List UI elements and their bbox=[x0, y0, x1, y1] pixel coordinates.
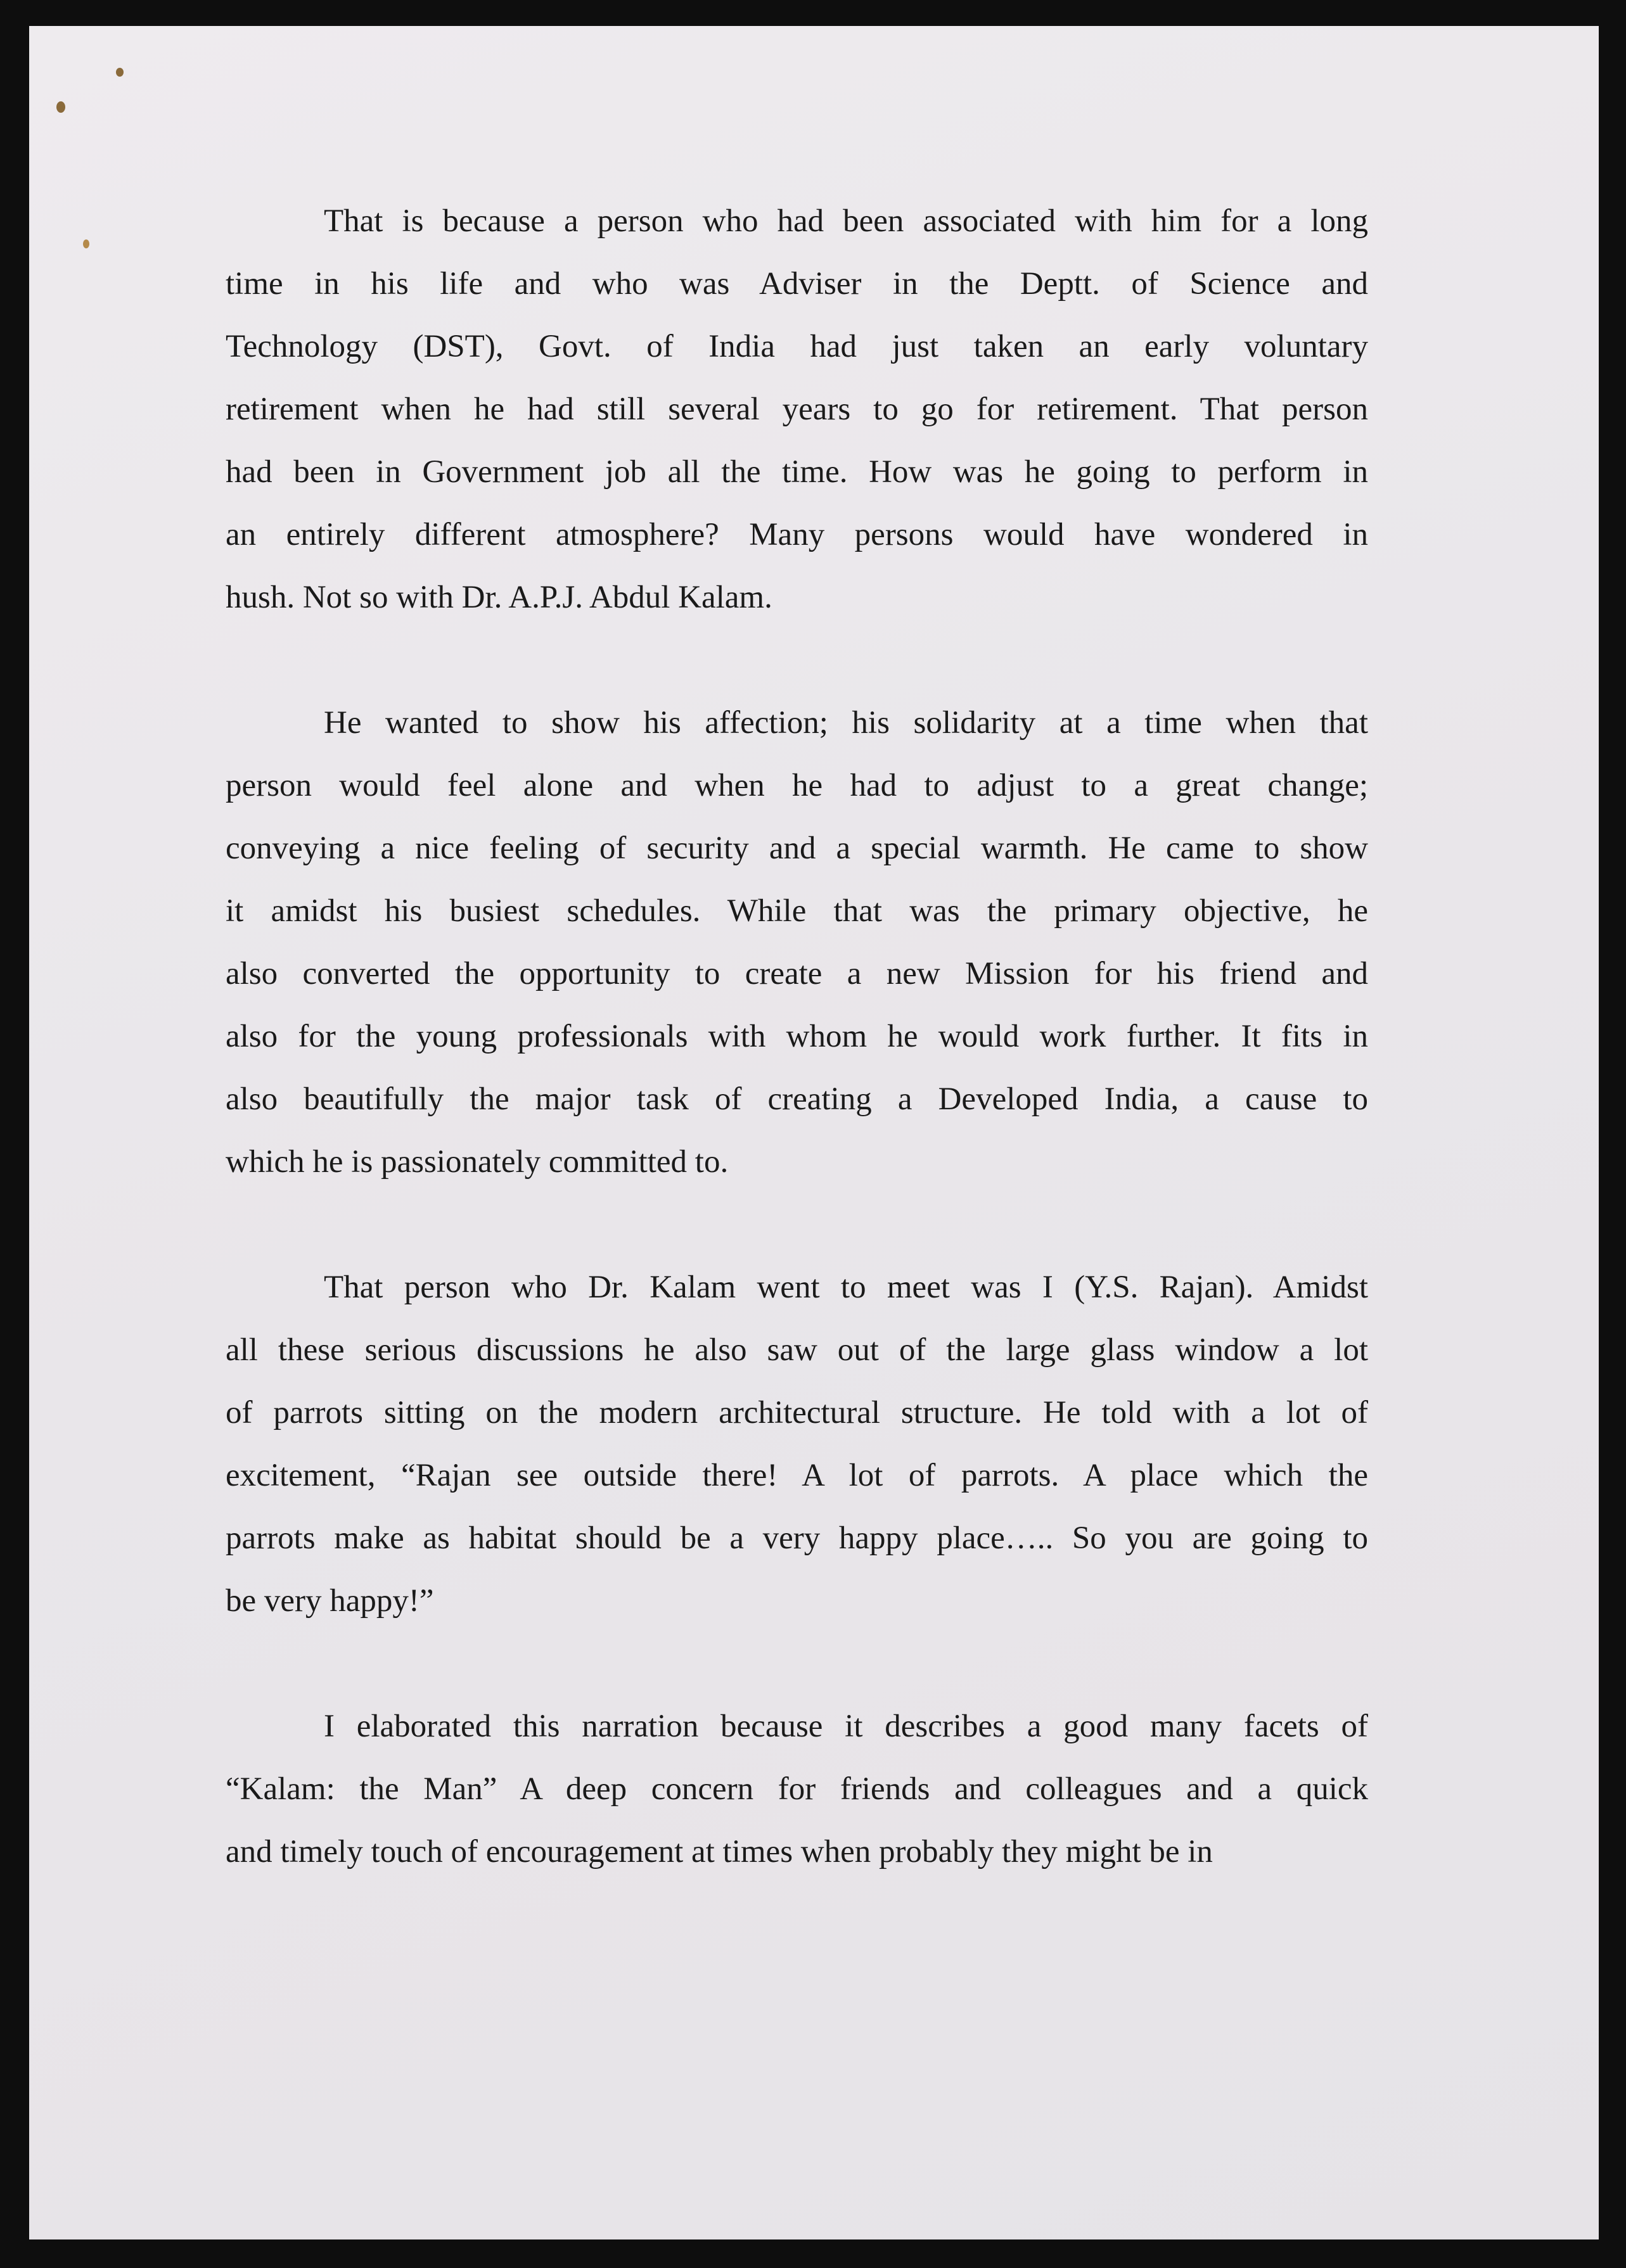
text-line: it amidst his busiest schedules. While that was the primary objective, he bbox=[226, 893, 1368, 929]
paper-spot bbox=[56, 101, 65, 113]
text-line: parrots make as habitat should be a very happy place….. So you are going to bbox=[226, 1520, 1368, 1556]
text-line: He wanted to show his affection; his solidarity at a time when that bbox=[324, 705, 1368, 741]
text-line: all these serious discussions he also saw out of the large glass window a lot bbox=[226, 1332, 1368, 1368]
paper-spot bbox=[116, 68, 124, 77]
text-line: also converted the opportunity to create a new Mission for his friend and bbox=[226, 956, 1368, 991]
text-line: That is because a person who had been associated with him for a long bbox=[324, 203, 1368, 239]
text-line: person would feel alone and when he had to adjust to a great change; bbox=[226, 768, 1368, 803]
text-line: an entirely different atmosphere? Many persons would have wondered in bbox=[226, 517, 1368, 552]
paper-spot bbox=[83, 239, 89, 248]
text-line: had been in Government job all the time. How was he going to perform in bbox=[226, 454, 1368, 490]
text-line: Technology (DST), Govt. of India had just taken an early voluntary bbox=[226, 329, 1368, 364]
text-line: time in his life and who was Adviser in the Deptt. of Science and bbox=[226, 266, 1368, 302]
paragraph bbox=[226, 692, 1368, 1194]
text-line: which he is passionately committed to. bbox=[226, 1144, 729, 1180]
paragraph bbox=[226, 1256, 1368, 1633]
text-line: of parrots sitting on the modern architectural structure. He told with a lot of bbox=[226, 1395, 1368, 1430]
text-line: I elaborated this narration because it describes a good many facets of bbox=[324, 1709, 1368, 1744]
text-line: hush. Not so with Dr. A.P.J. Abdul Kalam. bbox=[226, 580, 772, 615]
text-line: and timely touch of encouragement at times when probably they might be in bbox=[226, 1834, 1213, 1870]
text-line: conveying a nice feeling of security and a special warmth. He came to show bbox=[226, 831, 1368, 866]
text-line: That person who Dr. Kalam went to meet was I (Y.S. Rajan). Amidst bbox=[324, 1270, 1368, 1305]
text-line: excitement, “Rajan see outside there! A lot of parrots. A place which the bbox=[226, 1458, 1368, 1493]
paragraph bbox=[226, 1695, 1368, 1883]
text-line: “Kalam: the Man” A deep concern for friends and colleagues and a quick bbox=[226, 1771, 1368, 1807]
paragraph bbox=[226, 190, 1368, 629]
text-line: also for the young professionals with whom he would work further. It fits in bbox=[226, 1019, 1368, 1054]
text-line: retirement when he had still several years to go for retirement. That person bbox=[226, 392, 1368, 427]
text-line: be very happy!” bbox=[226, 1583, 434, 1619]
document-body bbox=[226, 190, 1368, 1946]
text-line: also beautifully the major task of creating a Developed India, a cause to bbox=[226, 1081, 1368, 1117]
